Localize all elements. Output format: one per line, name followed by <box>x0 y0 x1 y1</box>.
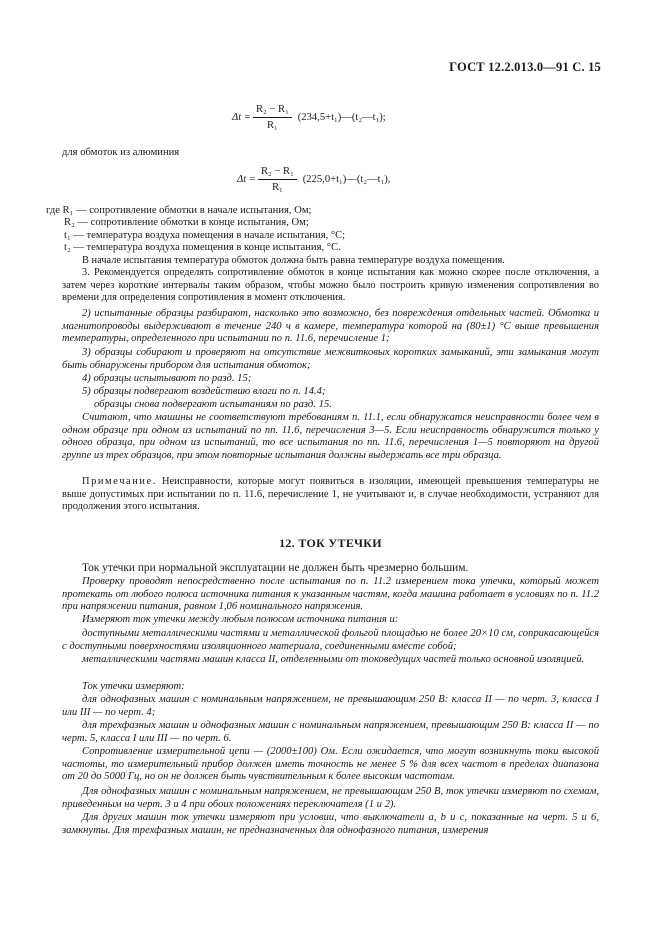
consider-paragraph: Считают, что машины не соответствуют требованиям п. 11.1, если обнаружатся неисправности более чем в одном образце при одном из испытаний по пп. 11.6, перечисления 3—5. Если неисправность обнаружится только у одного образца, при одном из испытаний, то все испытания по пп. 11.6, перечисления 1—5 повторяют на другой группе из трех образцов, при этом повторные испытания должны выдержать все три образца. <box>62 412 599 461</box>
formula-rhs: (225,0+t₁)—(t₂—t₁), <box>302 174 391 185</box>
paragraph-8: для трехфазных машин и однофазных машин с номинальным напряжением, превышающим 250 В: класса II — по черт. 5, класса I или III — по черт. 6. <box>62 720 599 744</box>
formula-fraction <box>253 104 292 131</box>
paragraph-11: Для других машин ток утечки измеряют при условии, что выключатели a, b и c, показанные на черт. 5 и 6, замкнуты. Для трехфазных машин, не предназначенных для однофазного питания, измерения <box>62 812 599 836</box>
aluminium-label: для обмоток из алюминия <box>62 147 180 158</box>
paragraph-9: Сопротивление измерительной цепи — (2000±100) Ом. Если ожидается, что могут возникнуть токи высокой частоты, то измерительный прибор должен иметь точность не менее 5 % для всех частот в пределах диапазона от 20 до 5000 Гц, но он не должен быть чувствительным к более высоким частотам. <box>62 746 599 783</box>
item-5: 5) образцы подвергают воздействию влаги по п. 14.4; <box>82 386 326 397</box>
definition-r1: где R₁ — сопротивление обмотки в начале испытания, Ом; <box>46 205 312 216</box>
item-2: 2) испытанные образцы разбирают, насколько это возможно, без повреждения отдельных частей. Обмотка и магнитопроводы выдерживают в течение 240 ч в камере, температура которой на (80±1) °С выше превышения температуры, определенного при испытании по п. 11.6, перечисление 1; <box>62 308 599 345</box>
paragraph-3: Измеряют ток утечки между любым полюсом источника питания и: <box>82 614 399 625</box>
fraction-numerator: R₂ − R₁ <box>253 104 292 118</box>
paragraph-2: Проверку проводят непосредственно после испытания по п. 11.2 измерением тока утечки, который может протекать от любого полюса источника питания к указанным частям, когда машина работает в условиях по п. 11.2 при напряжении питания, равном 1,06 номинального напряжения. <box>62 576 599 613</box>
fraction-numerator: R₂ − R₁ <box>258 166 297 180</box>
formula-lhs: Δt = <box>237 174 256 185</box>
item-5-continuation: образцы снова подвергают испытаниям по разд. 15. <box>94 399 332 410</box>
paragraph-1: Ток утечки при нормальной эксплуатации не должен быть чрезмерно большим. <box>82 562 469 574</box>
note-text: Неисправности, которые могут появиться в изоляции, имеющей превышения температуры не выше допустимых при испытании по п. 11.6, перечисление 1, не учитывают и, в случае необходимости, устраняют для продолжения этого испытания. <box>62 476 599 513</box>
note-paragraph <box>62 476 599 514</box>
paragraph-4: доступными металлическими частями и металлической фольгой площадью не более 20×10 см, соприкасающейся с доступными поверхностями изоляционного материала, соединенными вместе собой; <box>62 628 599 652</box>
definition-t1: t₁ — температура воздуха помещения в начале испытания, °С; <box>64 229 346 241</box>
section-heading: 12. ТОК УТЕЧКИ <box>279 536 382 550</box>
paragraph-10: Для однофазных машин с номинальным напряжением, не превышающим 250 В, ток утечки измеряют по схемам, приведенным на черт. 3 и 4 при обоих положениях переключателя (1 и 2). <box>62 786 599 810</box>
page-header: ГОСТ 12.2.013.0—91 С. 15 <box>449 60 601 74</box>
item-3: 3) образцы собирают и проверяют на отсутствие межвитковых коротких замыканий, эти замыкания могут быть обнаружены прибором для испытания обмоток; <box>62 347 599 371</box>
item-4: 4) образцы испытывают по разд. 15; <box>82 373 252 384</box>
paragraph-7: для однофазных машин с номинальным напряжением, не превышающим 250 В: класса II — по черт. 3, класса I или III — по черт. 4; <box>62 694 599 718</box>
formula-fraction <box>258 166 297 193</box>
paragraph-5: металлическими частями машин класса II, отделенными от токоведущих частей только основной изоляцией. <box>82 654 585 665</box>
formula-lhs: Δt = <box>232 112 251 123</box>
definition-t2: t₂ — температура воздуха помещения в конце испытания, °С. <box>64 242 341 254</box>
paragraph-6: Ток утечки измеряют: <box>82 681 185 692</box>
definition-r2: R₂ — сопротивление обмотки в конце испытания, Ом; <box>64 217 309 229</box>
formula-aluminium <box>237 166 390 193</box>
formula-copper <box>232 104 386 131</box>
fraction-denominator: R₁ <box>266 120 278 131</box>
formula-rhs: (234,5+t₁)—(t₂—t₁); <box>297 112 386 123</box>
definitions-list <box>46 205 345 255</box>
fraction-denominator: R₁ <box>271 182 283 193</box>
note-3: 3. Рекомендуется определять сопротивление обмоток в конце испытания как можно скорее после отключения, а затем через короткие интервалы таким образом, чтобы можно было построить кривую изменения сопротивления во времени для определения сопротивления в момент отключения. <box>62 267 599 304</box>
note-label: Примечание. <box>82 476 157 487</box>
note-start-temperature: В начале испытания температура обмоток должна быть равна температуре воздуха помещения. <box>82 255 505 266</box>
